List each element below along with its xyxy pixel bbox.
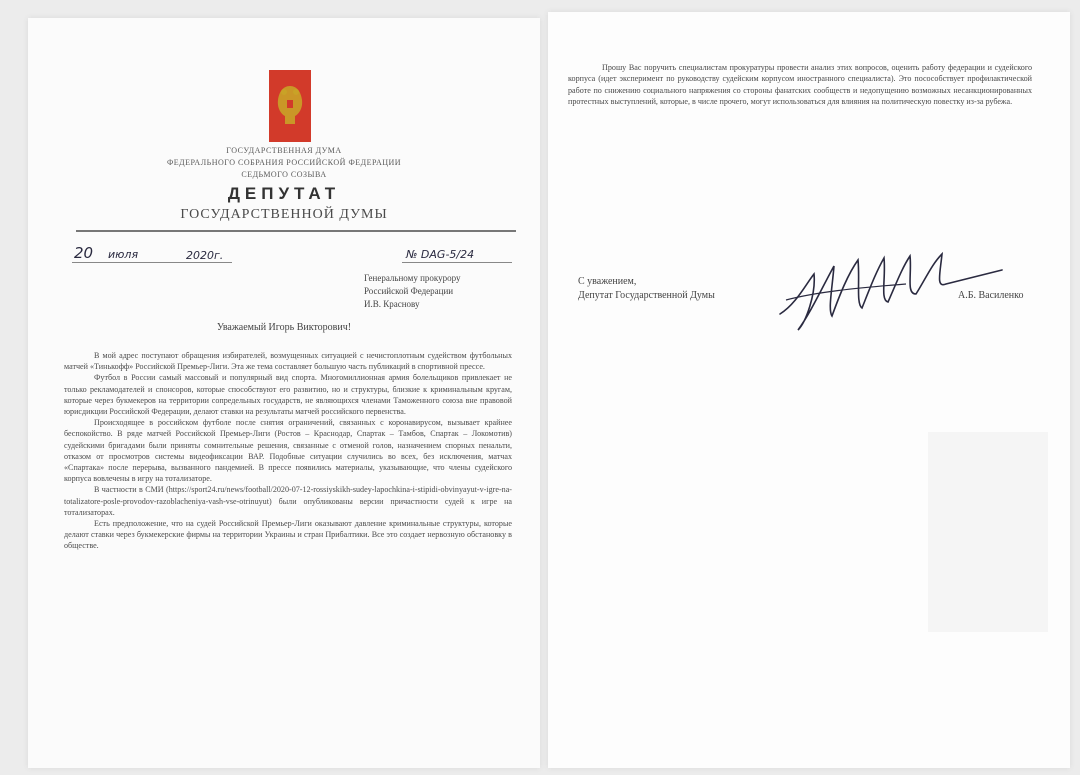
body-paragraph-1: В мой адрес поступают обращения избирателей, возмущенных ситуацией с нечистоплотным судейством футбольных матчей «Тинькофф» Российской Премьер-Лиги. Эта же тема составляет большую часть публикаций в спортивной прессе. (64, 351, 512, 372)
continuation-paragraph-1: Прошу Вас поручить специалистам прокуратуры провести анализ этих вопросов, оценить работу федерации и судейского корпуса (идет эксперимент по руководству судейским корпусом иностранного специалиста). Это посособствует профилактической работе по снижению социального напряжения со стороны фанатских сообществ и недопущению возможных несанкционированных протестных выступлений, которые, в числе прочего, могут использоваться для влияния на политическую повестку из-за рубежа. (568, 63, 1032, 107)
letterhead-subtitle: ГОСУДАРСТВЕННОЙ ДУМЫ (180, 207, 388, 222)
letter-page-2 (548, 12, 1070, 768)
reg-number-underline (402, 262, 512, 263)
letter-body (64, 350, 512, 552)
body-paragraph-3: Происходящее в российском футболе после снятия ограничений, связанных с коронавирусом, вызывает крайнее беспокойство. В ряде матчей Российской Премьер-Лиги (Ростов – Краснодар, Спартак – Тамбов, Спартак – Локомотив) судейскими бригадами были приняты сомнительные решения, связанные с отменой голов, назначением спорных пенальти, отказом от просмотров системы видеофиксации ВАР. Подобные ситуации случились во всех, без исключения, матчах «Спартака» после перерыва, вызванного пандемией. В прессе появились материалы, указывающие, что члены судейского корпуса вовлечены в игру на тотализаторе. (64, 418, 512, 484)
letterhead-title: ДЕПУТАТ (227, 184, 341, 203)
continuation-body (568, 62, 1032, 108)
date-underline (72, 262, 232, 263)
addressee-line-1: Генеральному прокурору (364, 273, 461, 283)
letterhead-line-3: СЕДЬМОГО СОЗЫВА (241, 170, 327, 179)
letterhead-divider (76, 230, 516, 232)
addressee-line-2: Российской Федерации (364, 286, 454, 296)
date-month: июля (108, 248, 139, 261)
addressee-line-3: И.В. Краснову (364, 299, 420, 309)
body-paragraph-2: Футбол в России самый массовый и популярный вид спорта. Многомиллионная армия болельщиков привлекает не только рекламодателей и спонсоров, которые способствуют его развитию, но и структуры, близкие к криминальным кругам, которые через букмекеров на территории сопредельных государств, не являющихся членами Таможенного союза вне правовой юрисдикции Российской Федерации, делают ставки на результаты матчей российского первенства. (64, 373, 512, 417)
closing-position: Депутат Государственной Думы (578, 290, 715, 301)
date-day: 20 (74, 244, 94, 262)
letter-page-1 (28, 18, 540, 768)
letterhead-line-1: ГОСУДАРСТВЕННАЯ ДУМА (226, 146, 342, 155)
body-paragraph-4: В частности в СМИ (https://sport24.ru/news/football/2020-07-12-rossiyskikh-sudey-lapochkina-i-stipidi-obvinyayut-v-igre-na-totalizatore-posle-provodov-razoblacheniya-vash-vse-otrinuyut) были опубликованы версии причастности судей к игре на тотализаторах. (64, 485, 512, 517)
salutation: Уважаемый Игорь Викторович! (216, 322, 352, 333)
closing-regards: С уважением, (578, 276, 637, 287)
coat-of-arms-emblem (269, 70, 311, 142)
signer-name: А.Б. Василенко (958, 290, 1024, 301)
date-year: 2020г. (186, 249, 224, 262)
letterhead-line-2: ФЕДЕРАЛЬНОГО СОБРАНИЯ РОССИЙСКОЙ ФЕДЕРАЦИИ (166, 158, 402, 167)
registration-number: № DAG-5/24 (406, 248, 475, 261)
body-paragraph-5: Есть предположение, что на судей Российской Премьер-Лиги оказывают давление криминальные структуры, которые делают ставки через букмекерские фирмы на территории Украины и стран Прибалтики. Все это создает нервозную обстановку в обществе. (64, 519, 512, 551)
scan-shadow (928, 432, 1048, 632)
